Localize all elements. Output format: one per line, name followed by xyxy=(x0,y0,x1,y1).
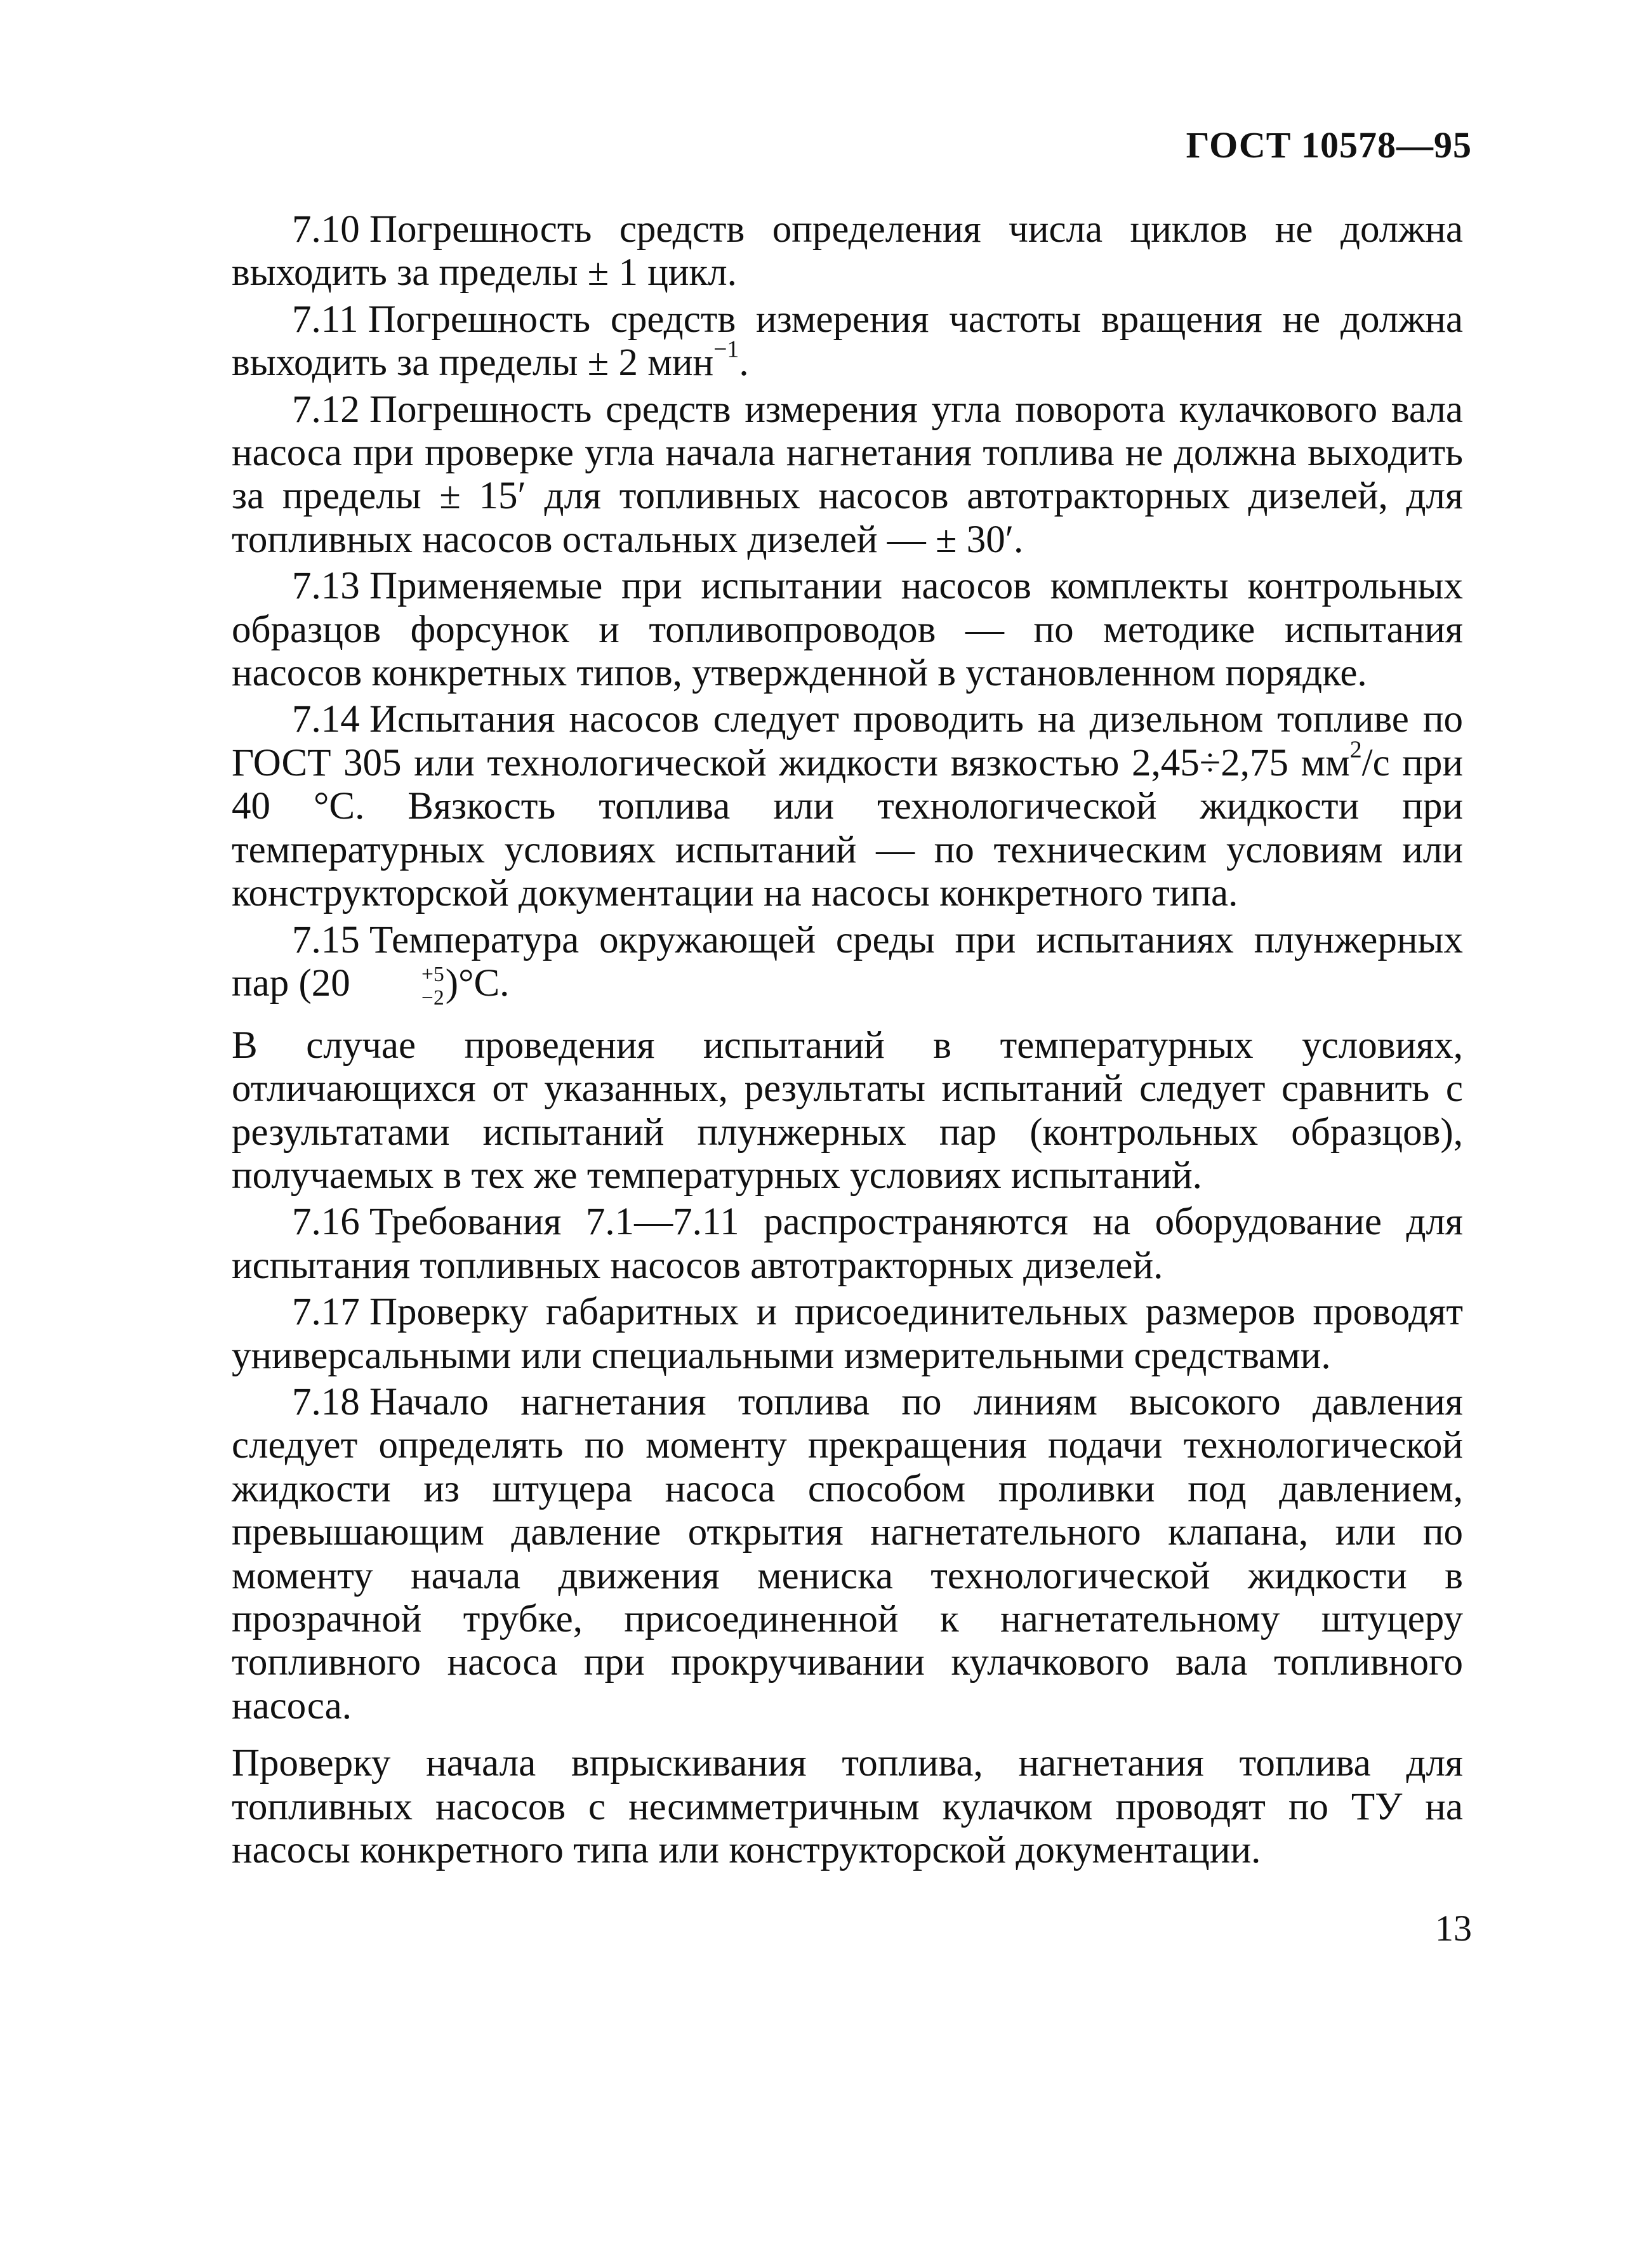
clause-7-15 xyxy=(232,919,1463,1010)
temperature-tolerance xyxy=(361,963,444,1010)
clause-7-11 xyxy=(232,298,1463,385)
tolerance-lower: −2 xyxy=(421,986,444,1010)
clause-text: Испытания насосов следует проводить на дизельном топливе по ГОСТ 305 или технологической жидкости вязкостью 2,45÷2,75 мм xyxy=(232,698,1463,784)
clause-text: Погрешность средств определения числа циклов не должна выходить за пределы ± 1 цикл. xyxy=(232,208,1463,294)
standard-code-header: ГОСТ 10578—95 xyxy=(1186,124,1472,166)
unit-exponent: 2 xyxy=(1349,736,1362,763)
document-body xyxy=(232,208,1463,1876)
clause-text: Требования 7.1—7.11 распространяются на оборудование для испытания топливных насосов автотракторных дизелей. xyxy=(232,1201,1463,1287)
clause-7-12 xyxy=(232,388,1463,562)
clause-7-18 xyxy=(232,1381,1463,1728)
clause-number: 7.11 xyxy=(292,298,359,341)
clause-7-10 xyxy=(232,208,1463,295)
clause-text-continued: )°С. xyxy=(445,961,510,1005)
paragraph-injection-check xyxy=(232,1742,1463,1872)
tolerance-upper: +5 xyxy=(421,963,444,987)
clause-number: 7.10 xyxy=(292,208,360,251)
clause-text: Погрешность средств измерения угла поворота кулачкового вала насоса при проверке угла начала нагнетания топлива не должна выходить за пределы ± 15′ для топливных насосов автотракторных дизелей, для топливных насосов остальных дизелей — ± 30′. xyxy=(232,388,1463,561)
clause-text: Проверку габаритных и присоединительных размеров проводят универсальными или специальными измерительными средствами. xyxy=(232,1291,1463,1377)
clause-7-13 xyxy=(232,565,1463,695)
clause-7-16 xyxy=(232,1201,1463,1288)
clause-number: 7.14 xyxy=(292,698,360,741)
clause-number: 7.12 xyxy=(292,388,360,431)
paragraph-text: Проверку начала впрыскивания топлива, нагнетания топлива для топливных насосов с несимметричным кулачком проводят по ТУ на насосы конкретного типа или конструкторской документации. xyxy=(232,1742,1463,1872)
clause-number: 7.13 xyxy=(292,565,360,608)
clause-number: 7.18 xyxy=(292,1381,360,1424)
page-number: 13 xyxy=(1435,1908,1472,1949)
clause-7-17 xyxy=(232,1291,1463,1378)
clause-text: Температура окружающей среды при испытаниях плунжерных пар (20 xyxy=(232,918,1463,1005)
clause-text: Начало нагнетания топлива по линиям высокого давления следует определять по моменту прекращения подачи технологической жидкости из штуцера насоса способом проливки под давлением, превышающим давление открытия нагнетательного клапана, или по моменту начала движения мениска технологической жидкости в прозрачной трубке, присоединенной к нагнетательному штуцеру топливного насоса при прокручивании кулачкового вала топливного насоса. xyxy=(232,1381,1463,1727)
clause-text: Применяемые при испытании насосов комплекты контрольных образцов форсунок и топливопроводов — по методике испытания насосов конкретных типов, утвержденной в установленном порядке. xyxy=(232,565,1463,695)
unit-exponent: −1 xyxy=(713,336,739,363)
clause-7-14 xyxy=(232,698,1463,915)
paragraph-temperature-conditions xyxy=(232,1024,1463,1198)
clause-text-end: . xyxy=(739,341,749,385)
paragraph-text: В случае проведения испытаний в температурных условиях, отличающихся от указанных, результаты испытаний следует сравнить с результатами испытаний плунжерных пар (контрольных образцов), получаемых в тех же температурных условиях испытаний. xyxy=(232,1024,1463,1197)
clause-number: 7.16 xyxy=(292,1201,360,1244)
clause-text: Погрешность средств измерения частоты вращения не должна выходить за пределы ± 2 мин xyxy=(232,298,1463,385)
clause-number: 7.15 xyxy=(292,918,360,961)
clause-number: 7.17 xyxy=(292,1291,360,1334)
clause-text-continued: /с при 40 °С. Вязкость топлива или технологической жидкости при температурных условиях испытаний — по техническим условиям или конструкторской документации на насосы конкретного типа. xyxy=(232,741,1463,915)
